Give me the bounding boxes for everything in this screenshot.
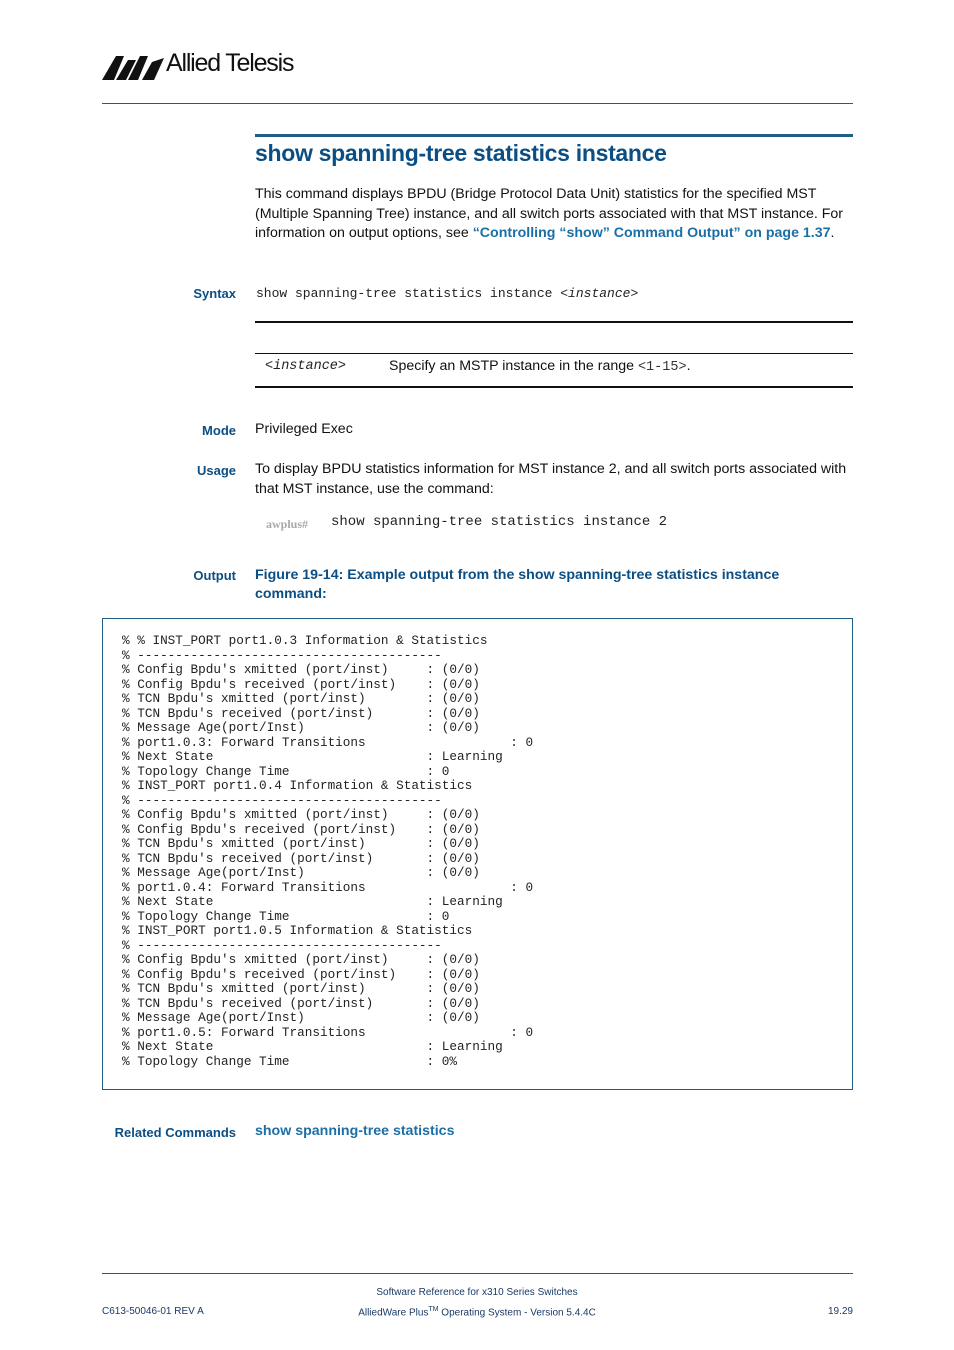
- example-command: show spanning-tree statistics instance 2: [331, 514, 668, 530]
- output-line: % Config Bpdu's received (port/inst) : (0/0): [122, 676, 480, 692]
- output-line: % INST_PORT port1.0.5 Information & Statistics: [122, 923, 473, 938]
- output-line: % Config Bpdu's xmitted (port/inst) : (0/0): [122, 807, 480, 822]
- output-line: % Next State : Learning: [122, 1039, 503, 1054]
- param-desc-text: Specify an MSTP instance in the range: [389, 358, 638, 374]
- output-line: % Message Age(port/Inst) : (0/0): [122, 720, 480, 735]
- related-commands-label: Related Commands: [114, 1125, 236, 1140]
- param-table-bottom-rule: [255, 386, 853, 388]
- output-line: % Topology Change Time : 0: [122, 763, 450, 779]
- output-line: % port1.0.5: Forward Transitions : 0: [122, 1024, 534, 1040]
- param-range: <1-15>: [637, 360, 687, 375]
- syntax-command: [256, 286, 638, 301]
- output-line: % Message Age(port/Inst) : (0/0): [122, 1010, 480, 1025]
- output-line: % Config Bpdu's received (port/inst) : (0/0): [122, 966, 480, 982]
- param-table-top-rule: [255, 353, 853, 354]
- output-line: % port1.0.4: Forward Transitions : 0: [122, 879, 534, 895]
- logo-mark-icon: [102, 54, 164, 80]
- usage-text: To display BPDU statistics information for MST instance 2, and all switch ports associated with that MST instance, use the command:: [255, 461, 847, 497]
- mode-label: Mode: [202, 423, 236, 438]
- footer-os-version: Operating System - Version 5.4.4C: [438, 1307, 596, 1319]
- related-command-link[interactable]: show spanning-tree statistics: [255, 1123, 455, 1139]
- output-line: % Message Age(port/Inst) : (0/0): [122, 865, 480, 880]
- output-line: % Config Bpdu's xmitted (port/inst) : (0/0): [122, 662, 480, 677]
- header-divider: [102, 103, 853, 104]
- page-title: show spanning-tree statistics instance: [255, 140, 667, 166]
- output-line: % TCN Bpdu's xmitted (port/inst) : (0/0): [122, 691, 480, 706]
- output-line: % ----------------------------------------: [122, 792, 442, 808]
- output-line: % Topology Change Time : 0: [122, 908, 450, 924]
- output-line: % % INST_PORT port1.0.3 Information & Statistics: [122, 633, 488, 648]
- footer-trademark: TM: [428, 1306, 439, 1313]
- output-line: % ----------------------------------------: [122, 647, 442, 663]
- description-text: This command displays BPDU (Bridge Protocol Data Unit) statistics for the specified MST (Multiple Spanning Tree) instance, and all switch ports associated with that MST instance. For information on output options, see: [255, 186, 844, 241]
- output-line: % Next State : Learning: [122, 894, 503, 909]
- title-rule: [255, 134, 853, 137]
- output-line: % TCN Bpdu's received (port/inst) : (0/0): [122, 850, 480, 866]
- footer-title: Software Reference for x310 Series Switches: [376, 1287, 578, 1298]
- syntax-label: Syntax: [193, 286, 236, 301]
- param-desc-end: .: [686, 358, 691, 374]
- output-line: % TCN Bpdu's xmitted (port/inst) : (0/0): [122, 981, 480, 996]
- usage-label: Usage: [196, 463, 236, 478]
- allied-telesis-logo: [102, 48, 302, 84]
- page-number: 19.29: [827, 1306, 853, 1317]
- output-text: [122, 634, 533, 1069]
- output-line: % INST_PORT port1.0.4 Information & Statistics: [122, 778, 473, 793]
- output-line: % Topology Change Time : 0%: [122, 1053, 458, 1069]
- footer-divider: [102, 1273, 853, 1274]
- description-end: .: [830, 225, 835, 241]
- footer-doc-id: C613-50046-01 REV A: [102, 1306, 204, 1317]
- output-line: % port1.0.3: Forward Transitions : 0: [122, 734, 534, 750]
- output-line: % ----------------------------------------: [122, 937, 442, 953]
- output-line: % Config Bpdu's xmitted (port/inst) : (0/0): [122, 952, 480, 967]
- param-description: [389, 358, 691, 375]
- output-label: Output: [193, 568, 236, 583]
- logo-text: Allied Telesis: [166, 49, 294, 77]
- output-line: % TCN Bpdu's received (port/inst) : (0/0): [122, 995, 480, 1011]
- output-line: % TCN Bpdu's received (port/inst) : (0/0): [122, 705, 480, 721]
- footer-product: AlliedWare Plus: [358, 1307, 429, 1319]
- mode-value: Privileged Exec: [255, 421, 353, 437]
- param-name-text: <instance>: [265, 359, 347, 374]
- description-paragraph: [255, 185, 853, 244]
- output-line: % Config Bpdu's received (port/inst) : (0/0): [122, 821, 480, 837]
- output-line: % Next State : Learning: [122, 749, 503, 764]
- figure-caption: Figure 19-14: Example output from the show spanning-tree statistics instance command:: [255, 567, 780, 602]
- output-options-link[interactable]: “Controlling “show” Command Output” on page 1.37: [472, 225, 831, 241]
- syntax-rule: [255, 321, 853, 323]
- command-prompt: awplus#: [266, 517, 309, 531]
- syntax-argument: <instance>: [560, 286, 639, 301]
- output-line: % TCN Bpdu's xmitted (port/inst) : (0/0): [122, 836, 480, 851]
- param-name: [265, 359, 346, 374]
- syntax-command-text: show spanning-tree statistics instance: [256, 286, 561, 301]
